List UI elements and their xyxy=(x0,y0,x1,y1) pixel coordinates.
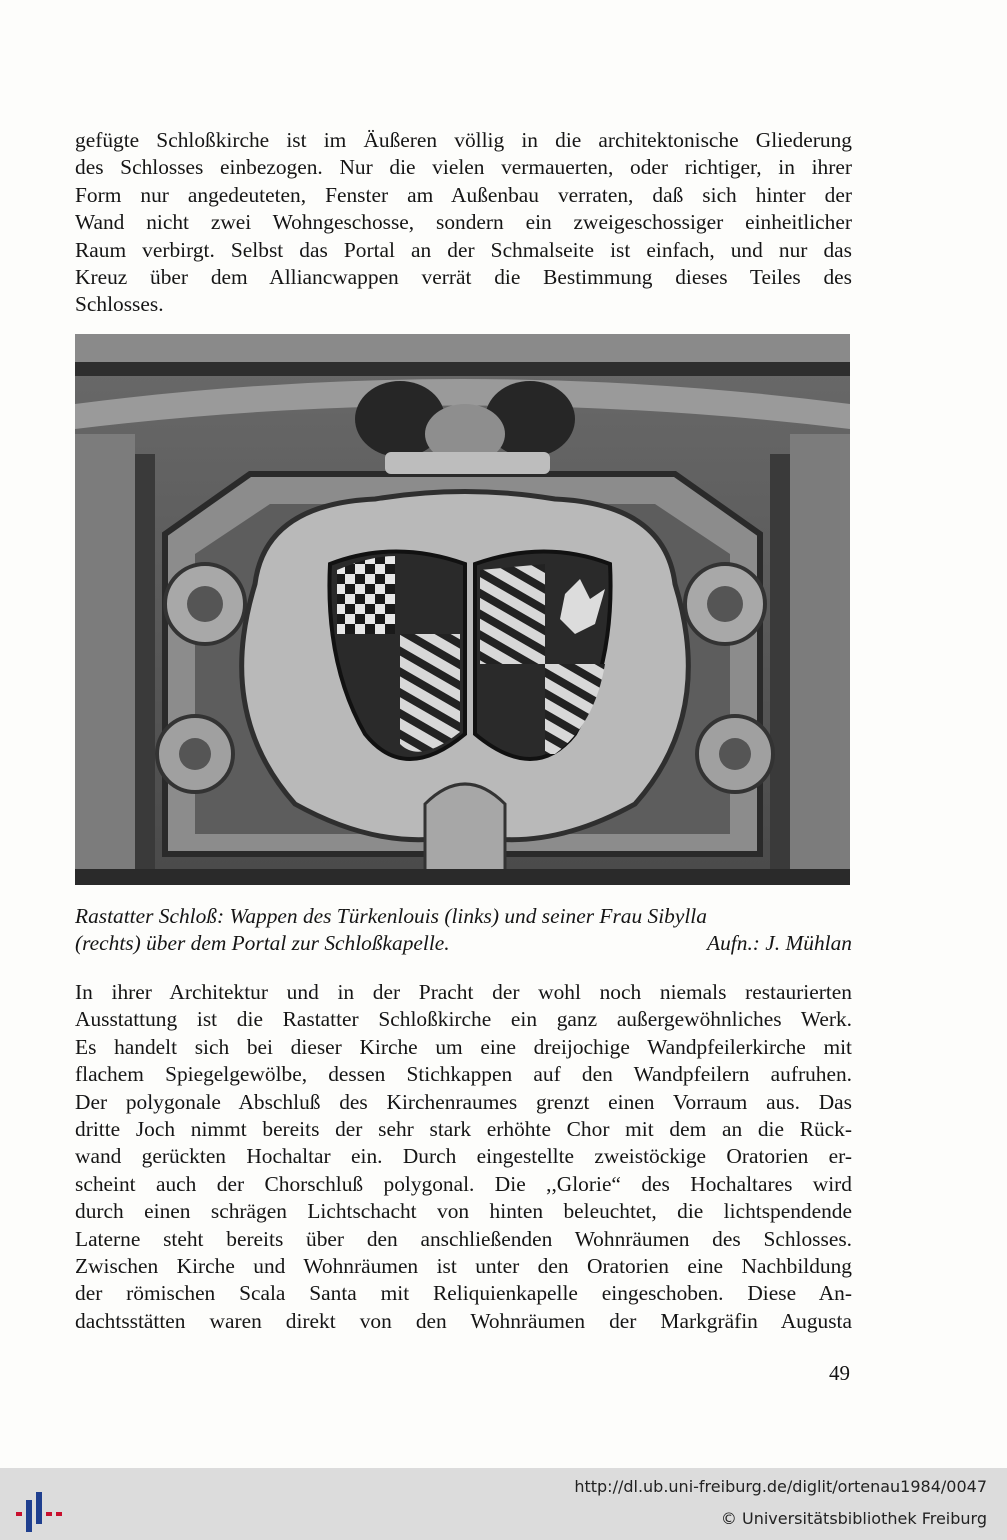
text-line: dachtsstätten waren direkt von den Wohnräumen der Markgräfin Augusta xyxy=(75,1308,852,1333)
text-line: In ihrer Architektur und in der Pracht der wohl noch niemals restaurierten xyxy=(75,980,852,1004)
paragraph-top xyxy=(75,127,852,319)
text-line: Raum verbirgt. Selbst das Portal an der Schmalseite ist einfach, und nur das xyxy=(75,237,852,262)
paragraph-bottom xyxy=(75,979,852,1335)
text-line: Laterne steht bereits über den anschließenden Wohnräumen des Schlosses. xyxy=(75,1226,852,1251)
caption-line: Rastatter Schloß: Wappen des Türkenlouis (links) und seiner Frau Sibylla xyxy=(75,904,707,928)
text-line: wand gerückten Hochaltar ein. Durch eingestellte zweistöckige Oratorien er- xyxy=(75,1144,852,1169)
text-line: gefügte Schloßkirche ist im Äußeren völlig in die architektonische Gliederung xyxy=(75,128,852,152)
text-line: Ausstattung ist die Rastatter Schloßkirche ein ganz außergewöhnliches Werk. xyxy=(75,1007,852,1032)
library-footer xyxy=(0,1468,1007,1540)
permalink-url[interactable]: http://dl.ub.uni-freiburg.de/diglit/ortenau1984/0047 xyxy=(574,1477,987,1496)
copyright-text: © Universitätsbibliothek Freiburg xyxy=(720,1509,987,1528)
text-line: Wand nicht zwei Wohngeschosse, sondern ein zweigeschossiger einheitlicher xyxy=(75,210,852,235)
text-line: des Schlosses einbezogen. Nur die vielen vermauerten, oder richtiger, in ihrer xyxy=(75,155,852,180)
text-line: dritte Joch nimmt bereits der sehr stark erhöhte Chor mit dem an die Rück- xyxy=(75,1117,852,1142)
caption-text: (rechts) über dem Portal zur Schloßkapelle. xyxy=(75,931,450,955)
text-line: Der polygonale Abschluß des Kirchenraumes grenzt einen Vorraum aus. Das xyxy=(75,1089,852,1114)
text-line: durch einen schrägen Lichtschacht von hinten beleuchtet, die lichtspendende xyxy=(75,1199,852,1224)
coat-of-arms-photo xyxy=(75,334,850,885)
photo-credit: Aufn.: J. Mühlan xyxy=(707,931,852,955)
text-line: Schlosses. xyxy=(75,292,164,317)
text-line: flachem Spiegelgewölbe, dessen Stichkappen auf den Wandpfeilern aufruhen. xyxy=(75,1062,852,1087)
text-line: Kreuz über dem Alliancwappen verrät die Bestimmung dieses Teiles des xyxy=(75,265,852,290)
page-number: 49 xyxy=(829,1361,850,1385)
text-line: scheint auch der Chorschluß polygonal. Die ,,Glorie“ des Hochaltares wird xyxy=(75,1171,852,1196)
text-line: Zwischen Kirche und Wohnräumen ist unter den Oratorien eine Nachbildung xyxy=(75,1254,852,1279)
text-line: Form nur angedeuteten, Fenster am Außenbau verraten, daß sich hinter der xyxy=(75,182,852,207)
text-line: Es handelt sich bei dieser Kirche um eine dreijochige Wandpfeilerkirche mit xyxy=(75,1034,852,1059)
coat-of-arms-illustration xyxy=(75,334,850,885)
ub-freiburg-logo-icon xyxy=(14,1482,64,1532)
caption-line xyxy=(75,930,852,957)
text-line: der römischen Scala Santa mit Reliquienkapelle eingeschoben. Diese An- xyxy=(75,1281,852,1306)
figure-caption xyxy=(75,903,852,957)
